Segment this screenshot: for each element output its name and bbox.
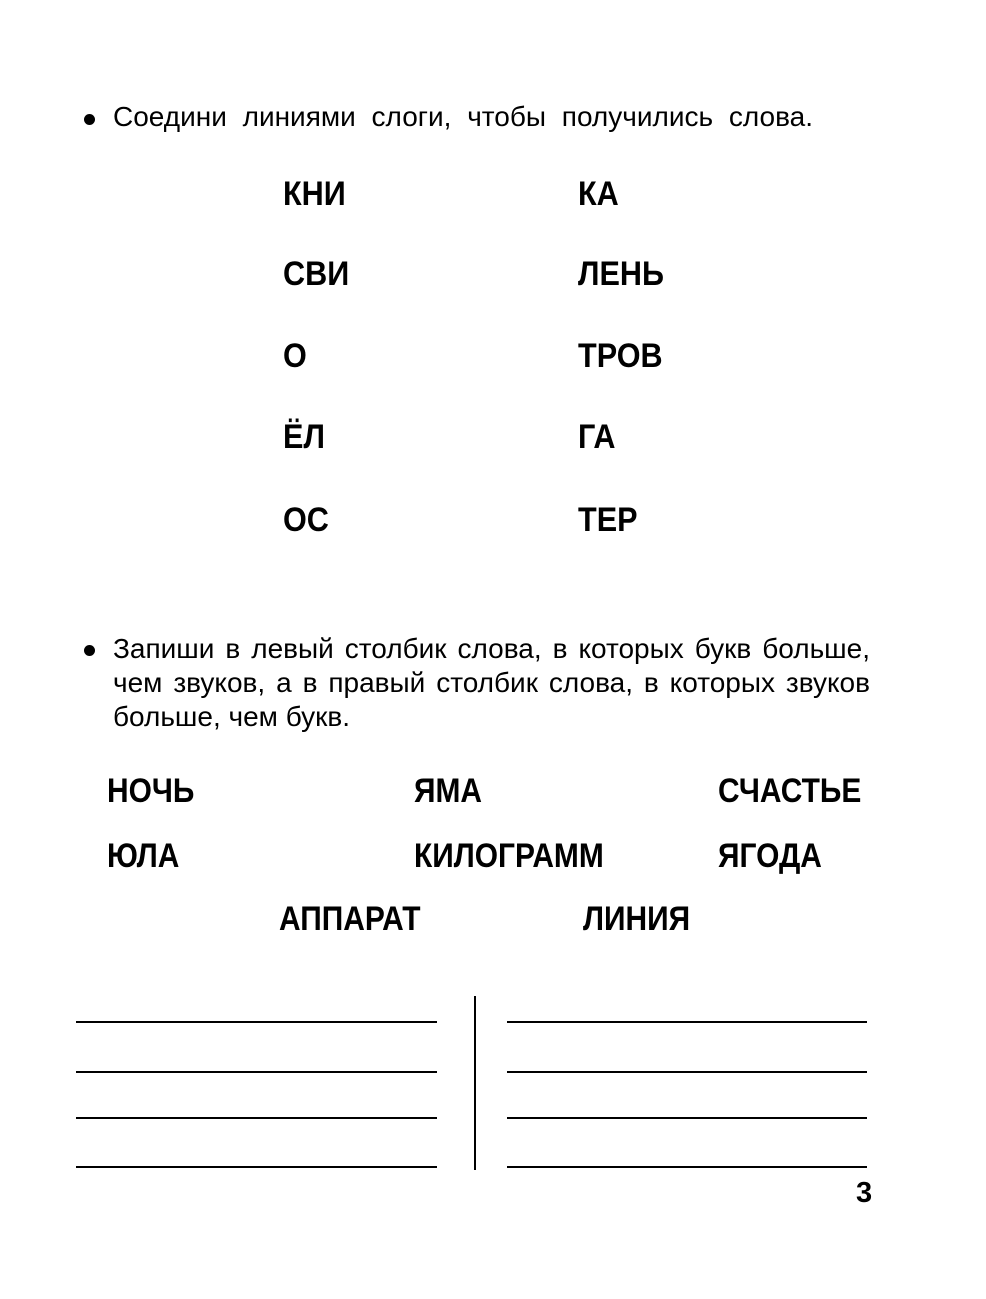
syllable-left-1[interactable]: КНИ [283,175,346,213]
column-divider [474,996,476,1170]
answer-line-left-4[interactable] [76,1166,437,1168]
bullet-marker [84,114,95,125]
syllable-right-4[interactable]: ГА [578,418,616,456]
syllable-right-3[interactable]: ТРОВ [578,337,663,375]
syllable-right-1[interactable]: КА [578,175,619,213]
word-noch: НОЧЬ [107,772,195,810]
syllable-left-4[interactable]: ЁЛ [283,418,325,456]
word-yama: ЯМА [414,772,483,810]
answer-line-right-4[interactable] [507,1166,867,1168]
exercise2-instruction-line-1: Запиши в левый столбик слова, в которых букв больше, [113,633,870,664]
syllable-right-5[interactable]: ТЕР [578,501,638,539]
syllable-left-5[interactable]: ОС [283,501,329,539]
word-liniya: ЛИНИЯ [583,900,691,938]
exercise2-instruction-line-3: больше, чем букв. [113,701,351,732]
word-yula: ЮЛА [107,837,180,875]
answer-line-left-2[interactable] [76,1071,437,1073]
syllable-left-2[interactable]: СВИ [283,255,350,293]
exercise1-instruction: Соедини линиями слоги, чтобы получились слова. [113,101,813,132]
answer-line-right-1[interactable] [507,1021,867,1023]
page-number: 3 [856,1177,873,1209]
answer-line-right-2[interactable] [507,1071,867,1073]
syllable-left-3[interactable]: О [283,337,307,375]
word-yagoda: ЯГОДА [718,837,822,875]
answer-line-left-1[interactable] [76,1021,437,1023]
exercise2-instruction-line-2: чем звуков, а в правый столбик слова, в которых звуков [113,667,870,698]
word-kilogramm: КИЛОГРАММ [414,837,604,875]
answer-line-right-3[interactable] [507,1117,867,1119]
bullet-marker [84,645,95,656]
syllable-right-2[interactable]: ЛЕНЬ [578,255,664,293]
answer-line-left-3[interactable] [76,1117,437,1119]
word-schastye: СЧАСТЬЕ [718,772,862,810]
word-apparat: АППАРАТ [279,900,421,938]
